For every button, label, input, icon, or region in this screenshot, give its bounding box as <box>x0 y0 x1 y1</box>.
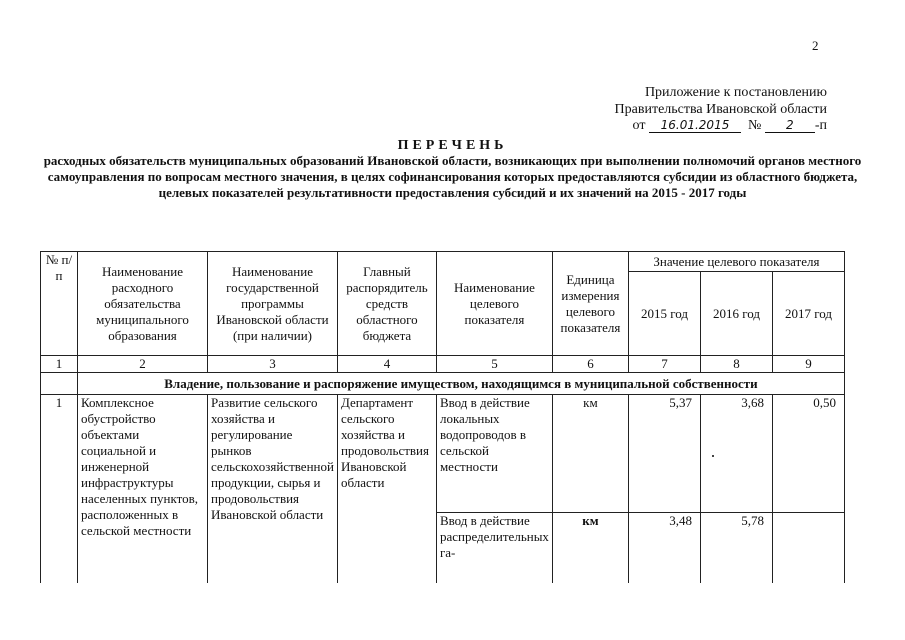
indicator-name: Ввод в действие распределительных га- <box>436 513 552 583</box>
appendix-line2: Правительства Ивановской области <box>614 102 827 117</box>
page-number: 2 <box>812 38 819 53</box>
row-program: Развитие сельского хозяйства и регулирование рынков сельскохозяйственной продукции, сырья и продовольствия Ивановской области <box>208 395 338 583</box>
header-2016: 2016 год <box>700 272 772 356</box>
col-number: 7 <box>628 356 700 373</box>
document-subtitle: расходных обязательств муниципальных образований Ивановской области, возникающих при выполнении полномочий органов местного самоуправления по вопросам местного значения, в целях софинансирования которых предоставляются субсидии из областного бюджета, целевых показателей результативности предоставления субсидий и их значений на 2015 - 2017 годы <box>43 153 862 200</box>
row-manager: Департамент сельского хозяйства и продовольствия Ивановской области <box>337 395 436 583</box>
header-value-group: Значение целевого показателя <box>628 252 844 272</box>
appendix-number: 2 <box>765 118 815 133</box>
appendix-date: 16.01.2015 <box>649 118 741 133</box>
col-number: 6 <box>552 356 628 373</box>
row-obligation: Комплексное обустройство объектами социальной и инженерной инфраструктуры населенных пунктов, расположенных в сельской местности <box>78 395 208 583</box>
appendix-date-line <box>633 118 827 134</box>
appendix-line1: Приложение к постановлению <box>644 85 827 100</box>
section-spacer <box>41 373 78 395</box>
header-indicator: Наименование целевого показателя <box>436 252 552 356</box>
value-2017 <box>772 513 844 583</box>
header-manager: Главный распорядитель средств областного бюджета <box>337 252 436 356</box>
col-number: 2 <box>78 356 208 373</box>
header-2015: 2015 год <box>628 272 700 356</box>
value-2015: 5,37 <box>628 395 700 513</box>
obligations-table <box>40 251 845 583</box>
scan-speck <box>712 455 714 457</box>
from-label: от <box>632 118 646 133</box>
col-number: 3 <box>208 356 338 373</box>
indicator-unit: км <box>552 513 628 583</box>
col-number: 5 <box>436 356 552 373</box>
value-2016: 3,68 <box>700 395 772 513</box>
section-title: Владение, пользование и распоряжение имуществом, находящимся в муниципальной собственности <box>78 373 845 395</box>
value-2017: 0,50 <box>772 395 844 513</box>
header-program: Наименование государственной программы Ивановской области (при наличии) <box>208 252 338 356</box>
row-num: 1 <box>41 395 78 583</box>
value-2015: 3,48 <box>628 513 700 583</box>
header-num: № п/п <box>41 252 78 356</box>
indicator-unit: км <box>552 395 628 513</box>
value-2016: 5,78 <box>700 513 772 583</box>
number-suffix: -п <box>814 118 827 133</box>
number-label: № <box>747 118 762 133</box>
col-number: 9 <box>772 356 844 373</box>
header-2017: 2017 год <box>772 272 844 356</box>
col-number: 1 <box>41 356 78 373</box>
col-number: 8 <box>700 356 772 373</box>
document-title: ПЕРЕЧЕНЬ <box>397 138 508 153</box>
header-unit: Единица измерения целевого показателя <box>552 252 628 356</box>
header-obligation: Наименование расходного обязательства муниципального образования <box>78 252 208 356</box>
col-number: 4 <box>337 356 436 373</box>
indicator-name: Ввод в действие локальных водопроводов в сельской местности <box>436 395 552 513</box>
